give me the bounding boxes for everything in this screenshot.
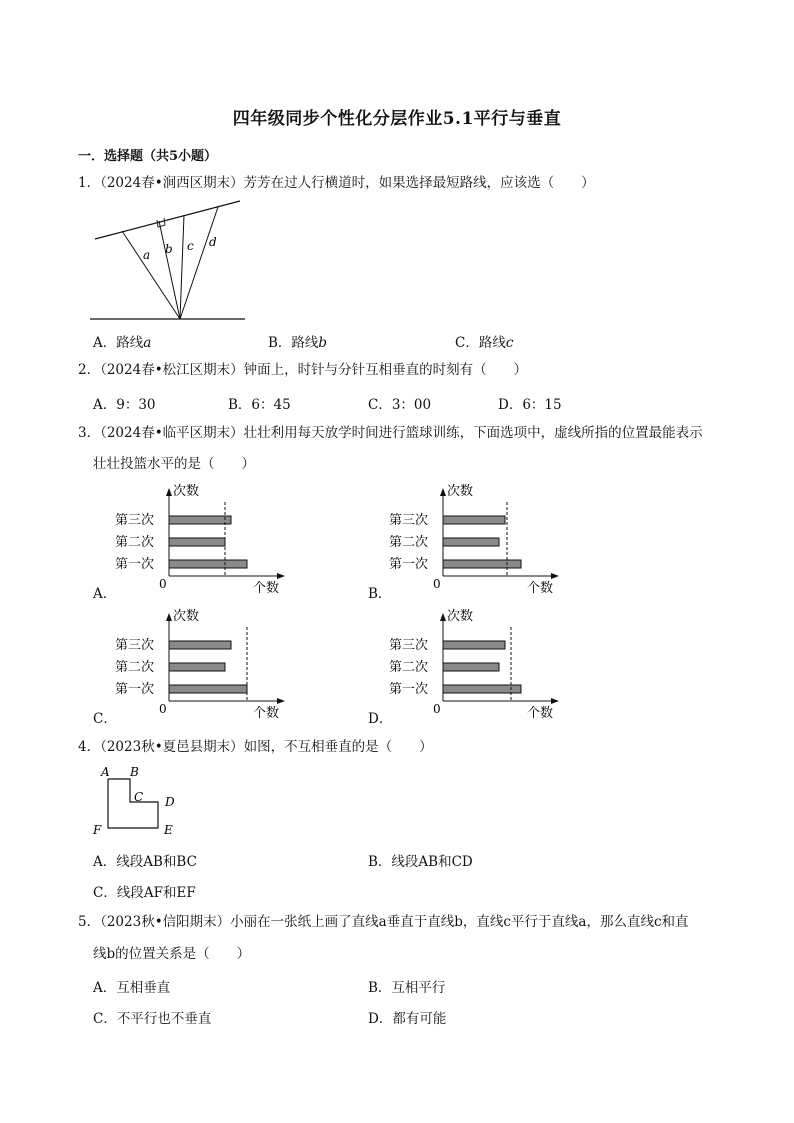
- q3-option-a[interactable]: A．: [93, 586, 117, 602]
- bar: [443, 685, 521, 693]
- category-label: 第二次: [115, 535, 155, 550]
- category-label: 第二次: [389, 535, 429, 550]
- category-label: 第三次: [115, 638, 155, 653]
- bar: [443, 516, 505, 524]
- bar-chart-option-c: [115, 605, 280, 725]
- question-5: 5．（2023秋•信阳期末）小丽在一张纸上画了直线a垂直于直线b，直线c平行于直线a，那么直线c和直: [78, 914, 689, 930]
- point-c-label: C: [134, 790, 144, 804]
- bar-chart-option-a: [115, 480, 280, 600]
- section-heading: 一．选择题（共5小题）: [78, 149, 218, 164]
- point-f-label: F: [93, 823, 102, 837]
- bar: [443, 560, 521, 568]
- question-3-line2: 壮壮投篮水平的是（ ）: [93, 456, 255, 472]
- origin-label: 0: [433, 702, 441, 716]
- l-shape-figure: [88, 762, 198, 840]
- bar: [169, 663, 225, 671]
- x-axis-title: 个数: [527, 581, 554, 596]
- route-c-label: c: [187, 239, 194, 253]
- origin-label: 0: [159, 702, 167, 716]
- q5-option-b[interactable]: B．互相平行: [368, 980, 446, 996]
- q5-option-d[interactable]: D．都有可能: [368, 1011, 447, 1027]
- x-axis-arrow: [277, 573, 285, 579]
- category-label: 第三次: [389, 513, 429, 528]
- y-axis-arrow: [166, 488, 172, 496]
- point-b-label: B: [130, 765, 139, 779]
- x-axis-arrow: [277, 698, 285, 704]
- y-axis-arrow: [166, 613, 172, 621]
- y-axis-arrow: [440, 613, 446, 621]
- bar: [169, 685, 247, 693]
- question-5-line2: 线b的位置关系是（ ）: [93, 946, 251, 962]
- bar: [443, 641, 505, 649]
- category-label: 第一次: [115, 557, 155, 572]
- category-label: 第二次: [115, 660, 155, 675]
- q1-option-a[interactable]: A．路线a: [93, 335, 152, 351]
- q2-option-b[interactable]: B．6：45: [228, 397, 291, 413]
- y-axis-title: 次数: [173, 484, 200, 499]
- q3-option-d[interactable]: D．: [368, 711, 393, 727]
- bar: [169, 538, 225, 546]
- point-e-label: E: [164, 823, 173, 837]
- page-title: 四年级同步个性化分层作业5.1平行与垂直: [232, 109, 562, 129]
- question-4: 4．（2023秋•夏邑县期末）如图，不互相垂直的是（ ）: [78, 739, 433, 755]
- origin-label: 0: [433, 577, 441, 591]
- bar-chart-option-b: [389, 480, 554, 600]
- q1-option-b[interactable]: B．路线b: [268, 335, 328, 351]
- x-axis-arrow: [551, 698, 559, 704]
- bar: [443, 663, 499, 671]
- point-a-label: A: [101, 765, 110, 779]
- q3-option-c[interactable]: C．: [93, 711, 117, 727]
- question-3: 3．（2024春•临平区期末）壮壮利用每天放学时间进行篮球训练，下面选项中，虚线所指的位置最能表示: [78, 425, 703, 441]
- y-axis-title: 次数: [447, 484, 474, 499]
- q4-option-b[interactable]: B．线段AB和CD: [368, 854, 473, 870]
- question-number: 1．: [78, 175, 101, 191]
- category-label: 第一次: [389, 557, 429, 572]
- question-source: （2024春•涧西区期末）: [100, 175, 244, 191]
- q5-option-c[interactable]: C．不平行也不垂直: [93, 1011, 212, 1027]
- route-d-label: d: [209, 235, 217, 249]
- q1-option-c[interactable]: C．路线c: [455, 335, 514, 351]
- q4-option-c[interactable]: C．线段AF和EF: [93, 885, 196, 901]
- y-axis-title: 次数: [173, 609, 200, 624]
- question-text: 芳芳在过人行横道时，如果选择最短路线，应该选（ ）: [243, 175, 595, 191]
- y-axis-arrow: [440, 488, 446, 496]
- q4-option-a[interactable]: A．线段AB和BC: [93, 854, 197, 870]
- x-axis-arrow: [551, 573, 559, 579]
- point-d-label: D: [165, 795, 175, 809]
- category-label: 第三次: [389, 638, 429, 653]
- question-1: [78, 174, 595, 192]
- category-label: 第一次: [389, 682, 429, 697]
- route-b-label: b: [165, 242, 173, 256]
- bar-chart-option-d: [389, 605, 554, 725]
- crosswalk-diagram: [90, 196, 250, 326]
- q3-option-b[interactable]: B．: [368, 586, 392, 602]
- origin-label: 0: [159, 577, 167, 591]
- category-label: 第一次: [115, 682, 155, 697]
- bar: [169, 560, 247, 568]
- y-axis-title: 次数: [447, 609, 474, 624]
- q2-option-d[interactable]: D．6：15: [498, 397, 562, 413]
- x-axis-title: 个数: [253, 581, 280, 596]
- bar: [443, 538, 499, 546]
- q5-option-a[interactable]: A．互相垂直: [93, 980, 171, 996]
- bar: [169, 516, 231, 524]
- route-a-label: a: [143, 248, 151, 262]
- x-axis-title: 个数: [527, 706, 554, 721]
- q2-option-a[interactable]: A．9：30: [93, 397, 156, 413]
- question-2: 2．（2024春•松江区期末）钟面上，时针与分针互相垂直的时刻有（ ）: [78, 362, 528, 378]
- category-label: 第二次: [389, 660, 429, 675]
- q2-option-c[interactable]: C．3：00: [368, 397, 432, 413]
- bar: [169, 641, 231, 649]
- x-axis-title: 个数: [253, 706, 280, 721]
- category-label: 第三次: [115, 513, 155, 528]
